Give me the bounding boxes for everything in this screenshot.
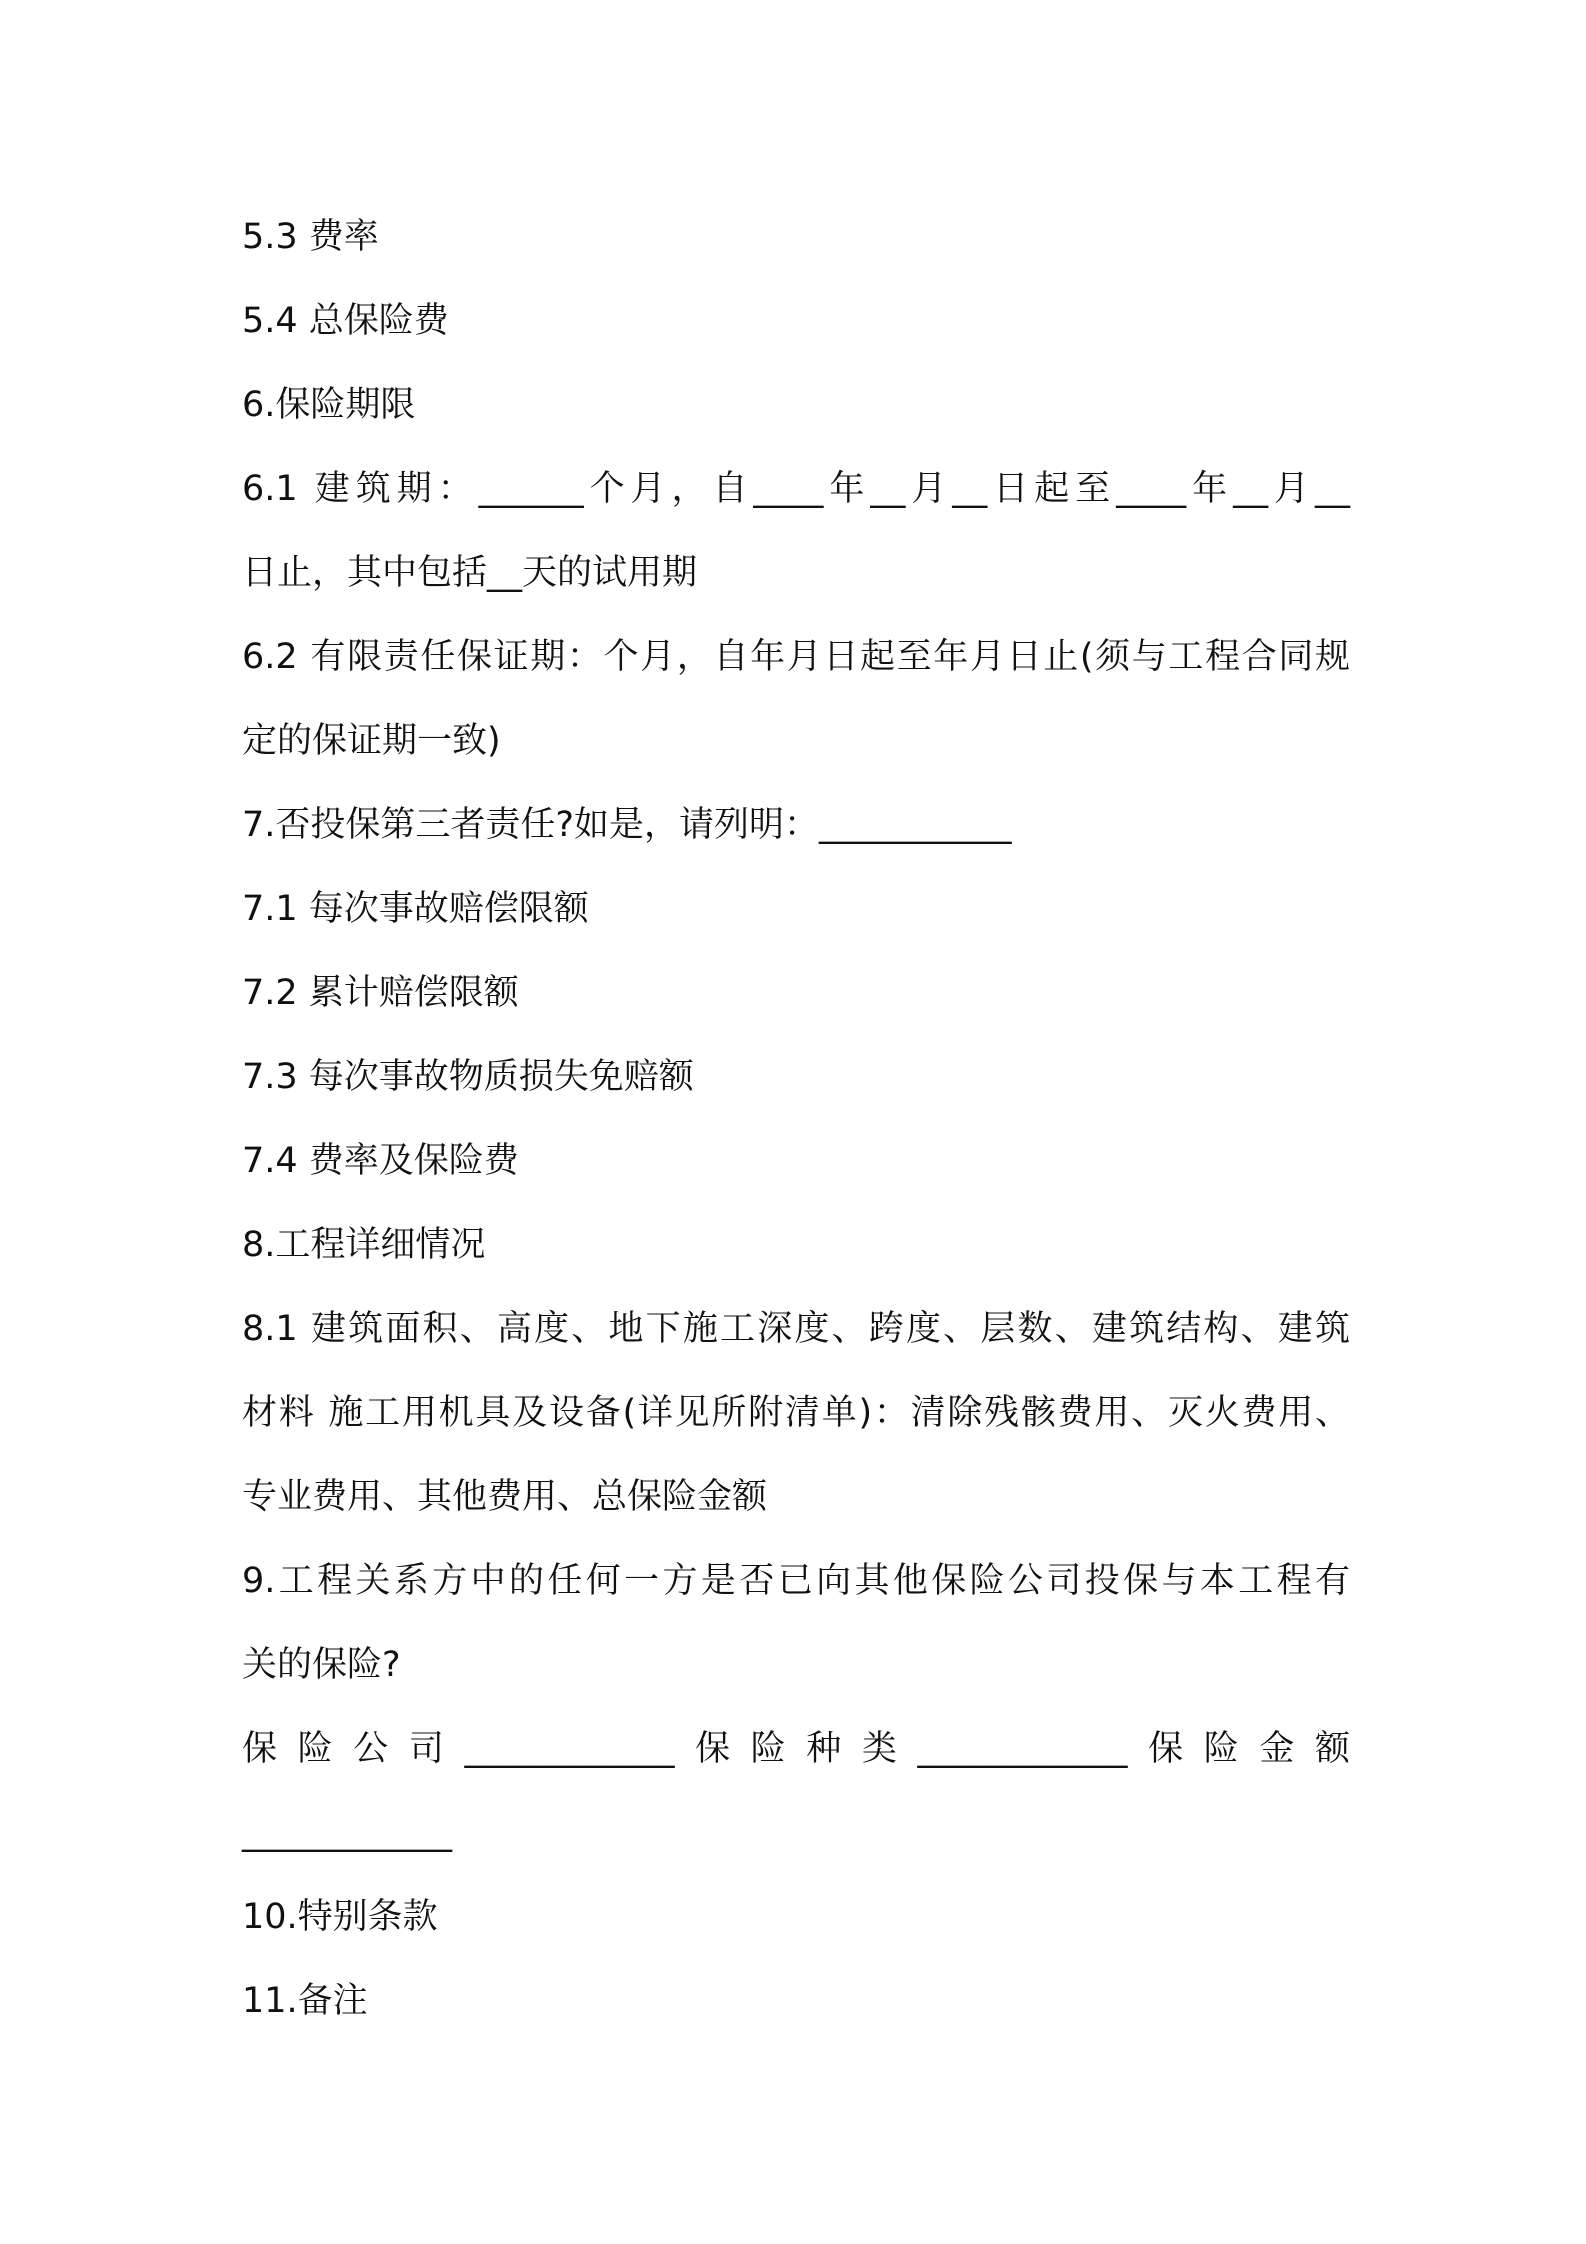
item-7-3-deductible: 7.3 每次事故物质损失免赔额 xyxy=(242,1057,694,1097)
section-10-special-clauses: 10.特别条款 xyxy=(242,1897,438,1937)
insurance-company-fields: 保险公司____________保险种类____________保险金额 xyxy=(242,1729,1350,1769)
item-7-4-rate-and-premium: 7.4 费率及保险费 xyxy=(242,1141,519,1181)
section-8-project-details: 8.工程详细情况 xyxy=(242,1225,486,1265)
item-7-2-aggregate-limit: 7.2 累计赔偿限额 xyxy=(242,973,519,1013)
item-5-4-total-premium: 5.4 总保险费 xyxy=(242,301,449,341)
item-5-3-rate: 5.3 费率 xyxy=(242,217,379,257)
insurance-amount-blank: ____________ xyxy=(242,1813,452,1853)
document-body xyxy=(242,195,1350,2043)
item-6-1-construction-period: 6.1 建筑期：______个月，自____年__月__日起至____年__月__ xyxy=(242,469,1350,509)
section-9-other-insurance: 9.工程关系方中的任何一方是否已向其他保险公司投保与本工程有 xyxy=(242,1561,1350,1601)
item-8-1-continuation-1: 材料 施工用机具及设备(详见所附清单)：清除残骸费用、灭火费用、 xyxy=(242,1393,1350,1433)
section-11-remarks: 11.备注 xyxy=(242,1981,368,2021)
item-6-1-continuation: 日止，其中包括__天的试用期 xyxy=(242,553,698,593)
item-8-1-details: 8.1 建筑面积、高度、地下施工深度、跨度、层数、建筑结构、建筑 xyxy=(242,1309,1350,1349)
item-8-1-continuation-2: 专业费用、其他费用、总保险金额 xyxy=(242,1477,768,1517)
section-6-insurance-period: 6.保险期限 xyxy=(242,385,416,425)
item-6-2-continuation: 定的保证期一致) xyxy=(242,721,501,761)
item-7-1-per-accident-limit: 7.1 每次事故赔偿限额 xyxy=(242,889,589,929)
item-6-2-warranty-period: 6.2 有限责任保证期：个月，自年月日起至年月日止(须与工程合同规 xyxy=(242,637,1350,677)
section-7-third-party-liability: 7.否投保第三者责任?如是，请列明：___________ xyxy=(242,805,1012,845)
section-9-continuation: 关的保险? xyxy=(242,1645,401,1685)
